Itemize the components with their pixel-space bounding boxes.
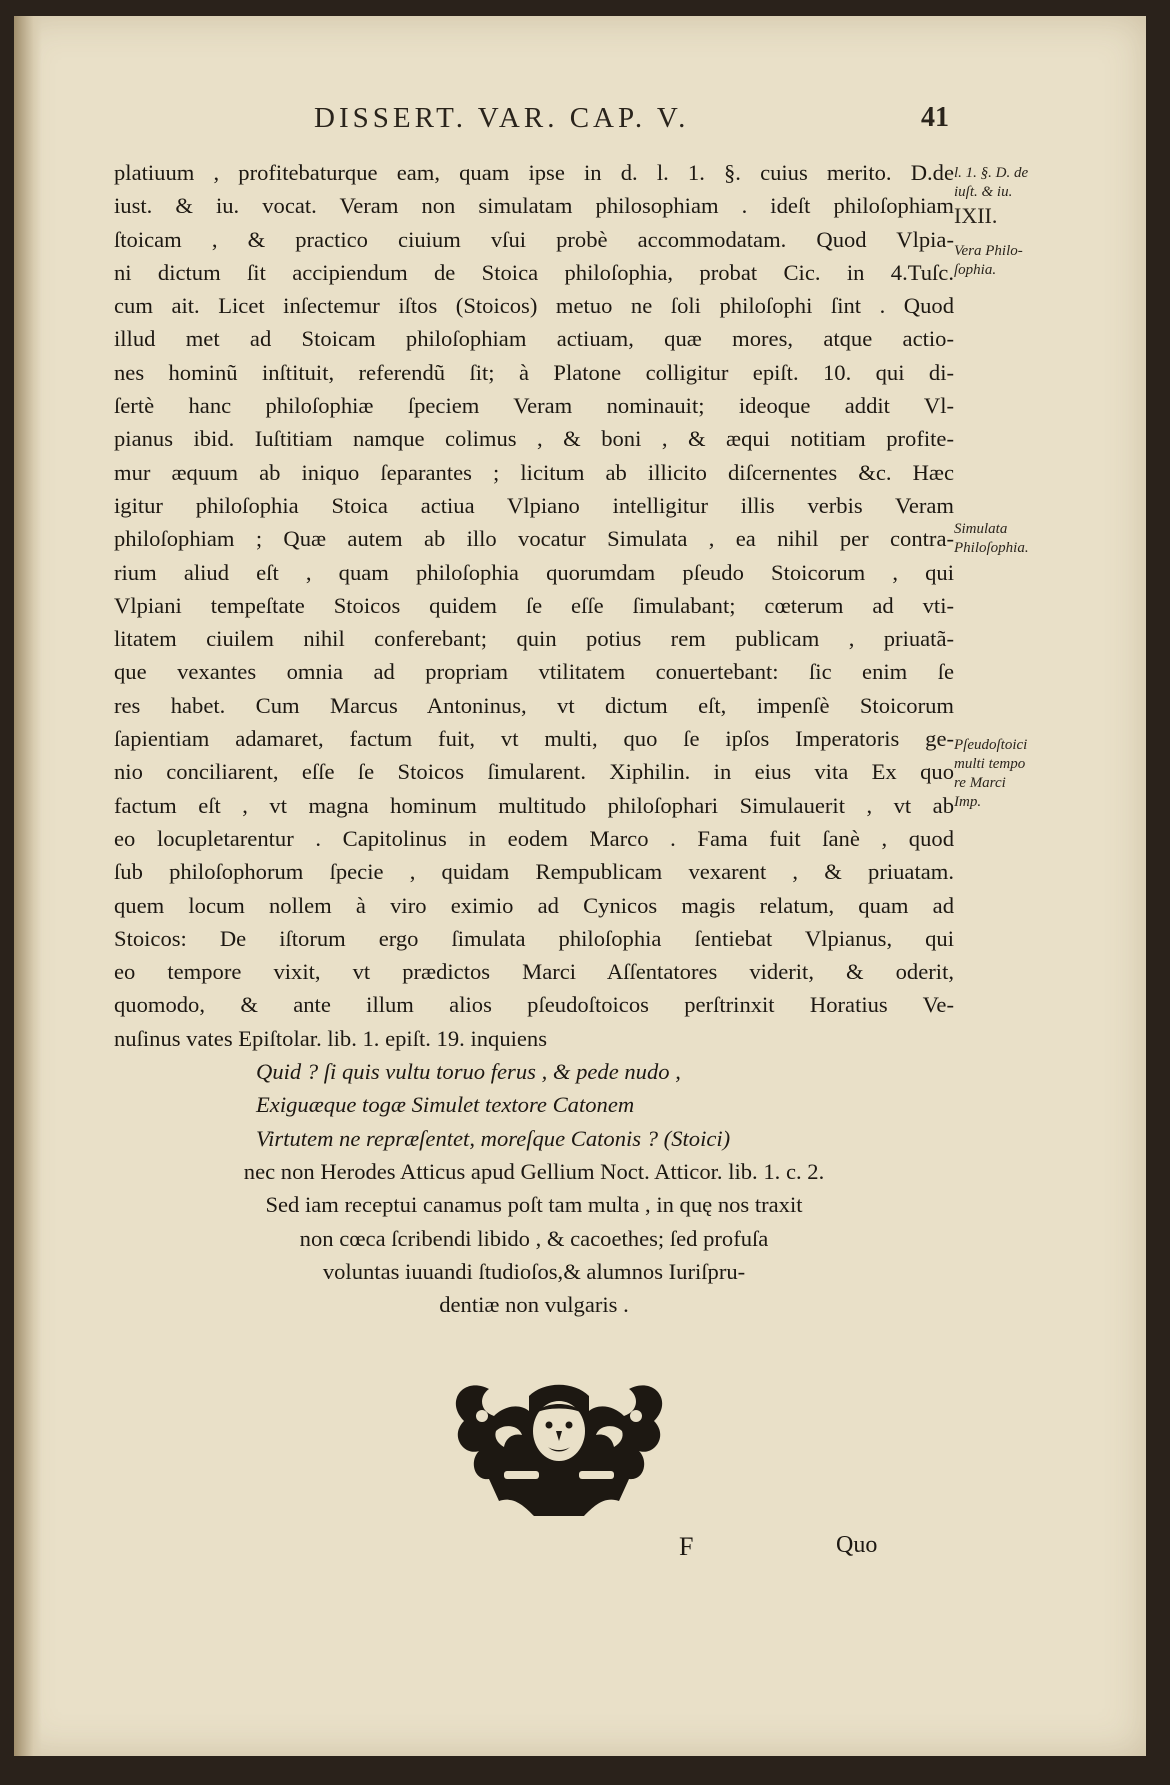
tail-line: Sed iam receptui canamus poſt tam multa , in quę nos traxit bbox=[265, 1192, 803, 1218]
body-line: litatem ciuilem nihil conferebant; quin potius rem publicam , priuatã- bbox=[114, 626, 954, 652]
body-line: mur æquum ab iniquo ſeparantes ; licitum ab illicito diſcernentes &c. Hæc bbox=[114, 459, 954, 485]
body-line: nes hominũ inſtituit, referendũ ſit; à Platone colligitur epiſt. 10. qui di- bbox=[114, 359, 954, 385]
page-gutter-shadow bbox=[14, 16, 42, 1756]
body-paragraph bbox=[114, 156, 954, 1055]
body-line: illud met ad Stoicam philoſophiam actiuam, quæ mores, atque actio- bbox=[114, 326, 954, 352]
body-line: factum eſt , vt magna hominum multitudo philoſophari Simulauerit , vt ab bbox=[114, 792, 954, 818]
body-line: igitur philoſophia Stoica actiua Vlpiano intelligitur illis verbis Veram bbox=[114, 492, 954, 518]
margin-note-vera-philosophia: Vera Philo- ſophia. bbox=[954, 243, 1023, 278]
body-line: pianus ibid. Iuſtitiam namque colimus , & boni , & æqui notitiam profite- bbox=[114, 426, 954, 452]
verse-line: Virtutem ne repræſentet, moreſque Catonis ? (Stoici) bbox=[256, 1125, 731, 1151]
body-line: philoſophiam ; Quæ autem ab illo vocatur Simulata , ea nihil per contra- bbox=[114, 526, 954, 552]
body-line: nuſinus vates Epiſtolar. lib. 1. epiſt. 19. inquiens bbox=[114, 1025, 548, 1051]
body-line: Stoicos: De iſtorum ergo ſimulata philoſophia ſentiebat Vlpianus, qui bbox=[114, 925, 954, 951]
tail-line: non cœca ſcribendi libido , & cacoethes; ſed profuſa bbox=[299, 1225, 769, 1251]
book-page bbox=[14, 16, 1146, 1756]
margin-note-citation: l. 1. §. D. de iuſt. & iu. bbox=[954, 165, 1029, 200]
verse-quotation bbox=[114, 1055, 954, 1155]
tail-line: dentiæ non vulgaris . bbox=[439, 1292, 629, 1318]
signature-mark: F bbox=[679, 1532, 694, 1561]
page-header bbox=[294, 94, 949, 142]
body-line: rium aliud eſt , quam philoſophia quorumdam pſeudo Stoicorum , qui bbox=[114, 559, 954, 585]
body-line: cum ait. Licet inſectemur iſtos (Stoicos) metuo ne ſoli philoſophi ſint . Quod bbox=[114, 293, 954, 319]
margin-note-simulata: Simulata Philoſophia. bbox=[954, 521, 1029, 556]
body-line: ni dictum ſit accipiendum de Stoica philoſophia, probat Cic. in 4.Tuſc. bbox=[114, 259, 954, 285]
tail-line: voluntas iuuandi ſtudioſos,& alumnos Iuriſpru- bbox=[322, 1258, 746, 1284]
body-line: ſapientiam adamaret, factum fuit, vt multi, quo ſe ipſos Imperatoris ge- bbox=[114, 726, 954, 752]
printer-ornament-icon bbox=[434, 1361, 684, 1531]
main-text-block bbox=[114, 156, 954, 1321]
running-head: DISSERT. VAR. CAP. V. bbox=[314, 102, 690, 134]
body-line: ſtoicam , & practico ciuium vſui probè accommodatam. Quod Vlpia- bbox=[114, 226, 954, 252]
page-number: 41 bbox=[921, 102, 949, 133]
catchword: Quo bbox=[836, 1532, 878, 1558]
body-line: que vexantes omnia ad propriam vtilitatem conuertebant: ſic enim ſe bbox=[114, 659, 954, 685]
verse-line: Exiguæque togæ Simulet textore Catonem bbox=[256, 1092, 635, 1118]
verse-line: Quid ? ſi quis vultu toruo ferus , & pede nudo , bbox=[256, 1059, 681, 1085]
page-footer bbox=[14, 1526, 1146, 1576]
body-line: eo tempore vixit, vt prædictos Marci Aſſentatores viderit, & oderit, bbox=[114, 959, 954, 985]
body-line: iust. & iu. vocat. Veram non simulatam philosophiam . ideſt philoſophiam bbox=[114, 193, 954, 219]
body-line: platiuum , profitebaturque eam, quam ipse in d. l. 1. §. cuius merito. D.de bbox=[114, 160, 954, 185]
body-line: quem locum nollem à viro eximio ad Cynicos magis relatum, quam ad bbox=[114, 892, 954, 918]
body-line: ſub philoſophorum ſpecie , quidam Rempublicam vexarent , & priuatam. bbox=[114, 859, 954, 885]
margin-note-pseudostoici: Pſeudoſtoici multi tempo re Marci Imp. bbox=[954, 737, 1028, 810]
body-line: eo locupletarentur . Capitolinus in eodem Marco . Fama fuit ſanè , quod bbox=[114, 825, 954, 851]
body-line: nio conciliarent, eſſe ſe Stoicos ſimularent. Xiphilin. in eius vita Ex quo bbox=[114, 759, 954, 785]
body-line: Vlpiani tempeſtate Stoicos quidem ſe eſſe ſimulabant; cœterum ad vti- bbox=[114, 592, 954, 618]
body-line: quomodo, & ante illum alios pſeudoſtoicos perſtrinxit Horatius Ve- bbox=[114, 992, 954, 1018]
body-line: res habet. Cum Marcus Antoninus, vt dictum eſt, impenſè Stoicorum bbox=[114, 692, 954, 718]
closing-paragraph bbox=[114, 1155, 954, 1321]
tail-line: nec non Herodes Atticus apud Gellium Noct. Atticor. lib. 1. c. 2. bbox=[243, 1158, 825, 1184]
margin-note-numeral: IXII. bbox=[954, 203, 998, 228]
body-line: ſertè hanc philoſophiæ ſpeciem Veram nominauit; ideoque addit Vl- bbox=[114, 393, 954, 419]
